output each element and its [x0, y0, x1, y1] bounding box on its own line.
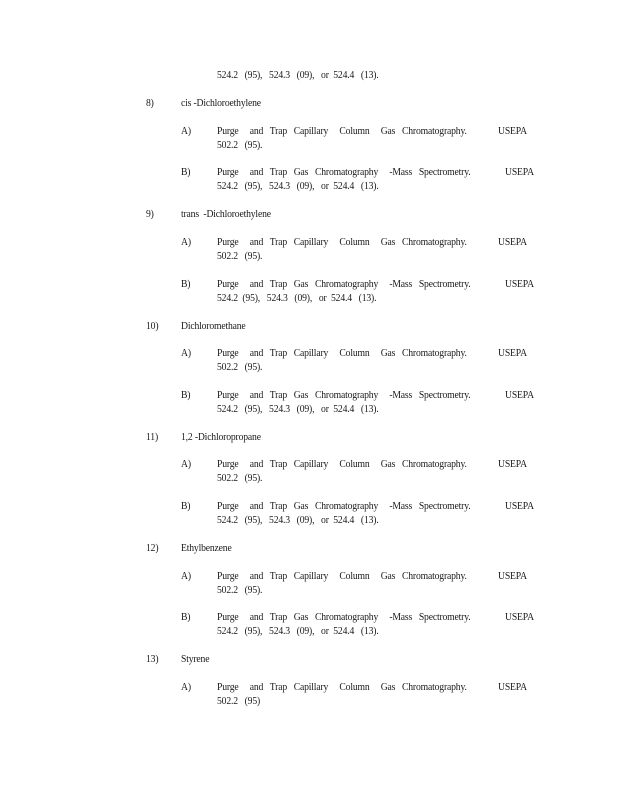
method-agency: USEPA	[498, 681, 527, 693]
section-number: 9)	[146, 208, 154, 220]
section-title: 1,2 -Dichloropropane	[181, 431, 261, 443]
method-text: Purge and Trap Capillary Column Gas Chromatography.	[217, 681, 467, 693]
method-text: Purge and Trap Capillary Column Gas Chromatography.	[217, 236, 467, 248]
method-letter: B)	[181, 500, 191, 512]
method-agency: USEPA	[498, 236, 527, 248]
method-agency: USEPA	[505, 166, 534, 178]
method-letter: A)	[181, 458, 191, 470]
method-letter: B)	[181, 278, 191, 290]
method-text: Purge and Trap Capillary Column Gas Chromatography.	[217, 570, 467, 582]
method-citation: 502.2 (95).	[217, 584, 263, 596]
method-agency: USEPA	[505, 500, 534, 512]
method-citation: 524.2 (95), 524.3 (09), or 524.4 (13).	[217, 514, 379, 526]
method-text: Purge and Trap Capillary Column Gas Chromatography.	[217, 347, 467, 359]
section-title: trans -Dichloroethylene	[181, 208, 271, 220]
method-citation: 502.2 (95).	[217, 472, 263, 484]
method-citation: 502.2 (95).	[217, 139, 263, 151]
method-agency: USEPA	[498, 125, 527, 137]
method-letter: B)	[181, 166, 191, 178]
method-agency: USEPA	[498, 458, 527, 470]
method-citation: 524.2 (95), 524.3 (09), or 524.4 (13).	[217, 403, 379, 415]
method-letter: A)	[181, 236, 191, 248]
method-citation: 502.2 (95)	[217, 695, 261, 707]
method-letter: A)	[181, 347, 191, 359]
method-citation: 524.2 (95), 524.3 (09), or 524.4 (13).	[217, 180, 379, 192]
section-number: 12)	[146, 542, 159, 554]
method-agency: USEPA	[505, 389, 534, 401]
method-citation: 502.2 (95).	[217, 250, 263, 262]
section-title: Styrene	[181, 653, 210, 665]
section-title: Dichloromethane	[181, 320, 246, 332]
method-letter: A)	[181, 125, 191, 137]
section-number: 10)	[146, 320, 159, 332]
method-citation: 524.2 (95), 524.3 (09), or 524.4 (13).	[217, 292, 377, 304]
method-text: Purge and Trap Gas Chromatography -Mass Spectrometry.	[217, 389, 471, 401]
method-letter: A)	[181, 570, 191, 582]
method-citation: 524.2 (95), 524.3 (09), or 524.4 (13).	[217, 625, 379, 637]
method-agency: USEPA	[505, 611, 534, 623]
method-agency: USEPA	[505, 278, 534, 290]
section-title: cis -Dichloroethylene	[181, 97, 261, 109]
section-number: 13)	[146, 653, 159, 665]
method-text: Purge and Trap Capillary Column Gas Chromatography.	[217, 125, 467, 137]
method-text: Purge and Trap Gas Chromatography -Mass Spectrometry.	[217, 166, 471, 178]
section-number: 11)	[146, 431, 159, 443]
method-letter: A)	[181, 681, 191, 693]
method-text: Purge and Trap Gas Chromatography -Mass Spectrometry.	[217, 278, 471, 290]
method-letter: B)	[181, 389, 191, 401]
method-letter: B)	[181, 611, 191, 623]
method-citation: 502.2 (95).	[217, 361, 263, 373]
method-agency: USEPA	[498, 347, 527, 359]
continued-citation: 524.2 (95), 524.3 (09), or 524.4 (13).	[217, 69, 379, 81]
section-number: 8)	[146, 97, 154, 109]
method-agency: USEPA	[498, 570, 527, 582]
section-title: Ethylbenzene	[181, 542, 232, 554]
method-text: Purge and Trap Gas Chromatography -Mass Spectrometry.	[217, 500, 471, 512]
method-text: Purge and Trap Capillary Column Gas Chromatography.	[217, 458, 467, 470]
method-text: Purge and Trap Gas Chromatography -Mass Spectrometry.	[217, 611, 471, 623]
